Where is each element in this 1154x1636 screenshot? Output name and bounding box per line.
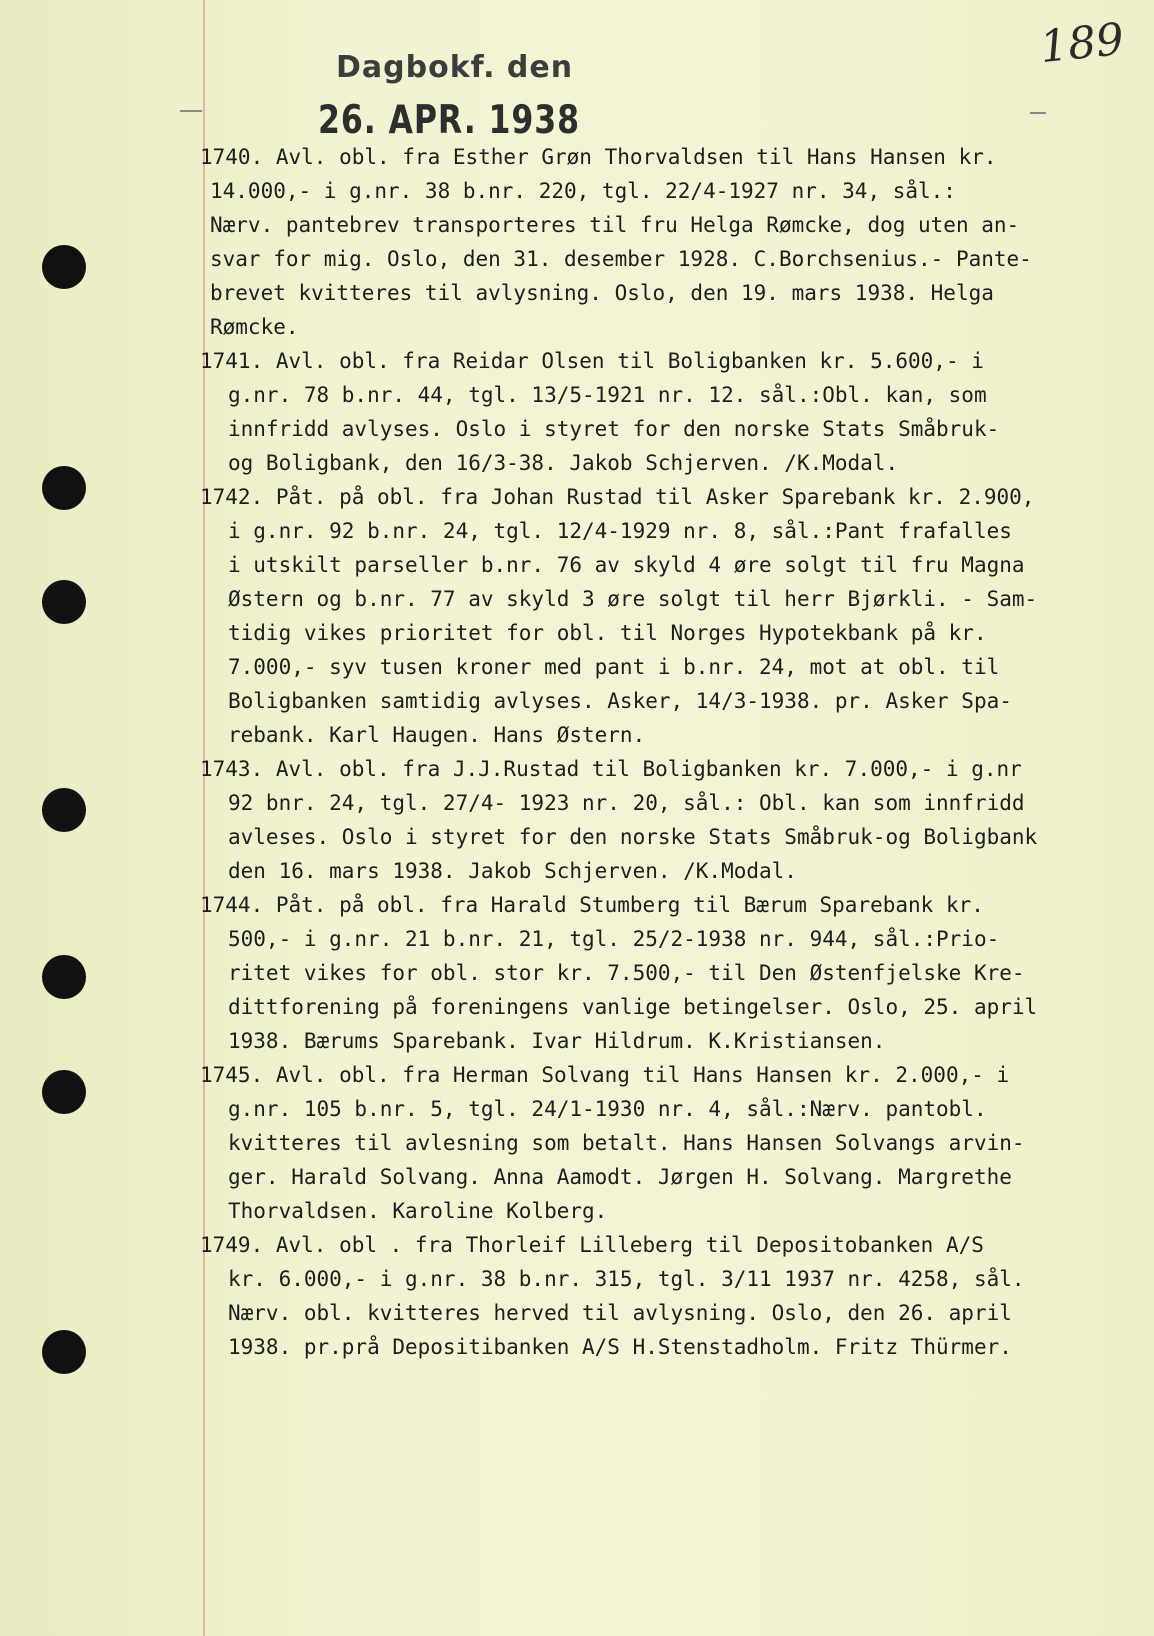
text-line: 14.000,- i g.nr. 38 b.nr. 220, tgl. 22/4-1927 nr. 34, sål.:: [210, 179, 956, 203]
text-line: rebank. Karl Haugen. Hans Østern.: [228, 723, 646, 747]
text-line: Nærv. obl. kvitteres herved til avlysning. Oslo, den 26. april: [228, 1301, 1012, 1325]
text-line: i utskilt parseller b.nr. 76 av skyld 4 øre solgt til fru Magna: [228, 553, 1025, 577]
text-line: Boligbanken samtidig avlyses. Asker, 14/3-1938. pr. Asker Spa-: [228, 689, 1012, 713]
page-number: 189: [1037, 13, 1127, 74]
margin-line: [203, 0, 205, 1636]
text-line: 1742. Påt. på obl. fra Johan Rustad til Asker Sparebank kr. 2.900,: [200, 485, 1035, 509]
rule-tick: [180, 110, 202, 112]
punch-hole: [42, 1330, 86, 1374]
punch-hole: [42, 1070, 86, 1114]
text-line: 1741. Avl. obl. fra Reidar Olsen til Boligbanken kr. 5.600,- i: [200, 349, 984, 373]
text-line: 1938. pr.prå Depositibanken A/S H.Stenstadholm. Fritz Thürmer.: [228, 1335, 1012, 1359]
punch-hole: [42, 466, 86, 510]
text-line: 1744. Påt. på obl. fra Harald Stumberg til Bærum Sparebank kr.: [200, 893, 984, 917]
text-line: og Boligbank, den 16/3-38. Jakob Schjerven. /K.Modal.: [228, 451, 899, 475]
text-line: tidig vikes prioritet for obl. til Norges Hypotekbank på kr.: [228, 621, 987, 645]
text-line: brevet kvitteres til avlysning. Oslo, den 19. mars 1938. Helga: [210, 281, 994, 305]
text-line: dittforening på foreningens vanlige betingelser. Oslo, 25. april: [228, 995, 1038, 1019]
text-line: kr. 6.000,- i g.nr. 38 b.nr. 315, tgl. 3/11 1937 nr. 4258, sål.: [228, 1267, 1025, 1291]
text-line: 92 bnr. 24, tgl. 27/4- 1923 nr. 20, sål.: Obl. kan som innfridd: [228, 791, 1025, 815]
text-line: g.nr. 105 b.nr. 5, tgl. 24/1-1930 nr. 4, sål.:Nærv. pantobl.: [228, 1097, 987, 1121]
text-line: 1938. Bærums Sparebank. Ivar Hildrum. K.Kristiansen.: [228, 1029, 886, 1053]
text-line: den 16. mars 1938. Jakob Schjerven. /K.Modal.: [228, 859, 797, 883]
text-line: ritet vikes for obl. stor kr. 7.500,- til Den Østenfjelske Kre-: [228, 961, 1025, 985]
text-line: 1743. Avl. obl. fra J.J.Rustad til Boligbanken kr. 7.000,- i g.nr: [200, 757, 1022, 781]
text-line: 500,- i g.nr. 21 b.nr. 21, tgl. 25/2-1938 nr. 944, sål.:Prio-: [228, 927, 1000, 951]
punch-hole: [42, 955, 86, 999]
text-line: avleses. Oslo i styret for den norske Stats Småbruk-og Boligbank: [228, 825, 1038, 849]
text-line: 7.000,- syv tusen kroner med pant i b.nr. 24, mot at obl. til: [228, 655, 1000, 679]
text-line: 1749. Avl. obl . fra Thorleif Lilleberg til Depositobanken A/S: [200, 1233, 984, 1257]
text-line: svar for mig. Oslo, den 31. desember 1928. C.Borchsenius.- Pante-: [210, 247, 1032, 271]
rule-tick: [1030, 112, 1046, 114]
text-line: g.nr. 78 b.nr. 44, tgl. 13/5-1921 nr. 12. sål.:Obl. kan, som: [228, 383, 987, 407]
text-line: Rømcke.: [210, 315, 299, 339]
stamp-label: Dagbokf. den: [336, 50, 574, 85]
text-line: innfridd avlyses. Oslo i styret for den norske Stats Småbruk-: [228, 417, 1000, 441]
punch-hole: [42, 580, 86, 624]
text-line: 1745. Avl. obl. fra Herman Solvang til Hans Hansen kr. 2.000,- i: [200, 1063, 1010, 1087]
text-line: Thorvaldsen. Karoline Kolberg.: [228, 1199, 608, 1223]
stamp-date: 26. APR. 1938: [318, 98, 581, 143]
text-line: Østern og b.nr. 77 av skyld 3 øre solgt til herr Bjørkli. - Sam-: [228, 587, 1038, 611]
text-line: ger. Harald Solvang. Anna Aamodt. Jørgen H. Solvang. Margrethe: [228, 1165, 1012, 1189]
punch-hole: [42, 788, 86, 832]
punch-hole: [42, 245, 86, 289]
text-line: kvitteres til avlesning som betalt. Hans Hansen Solvangs arvin-: [228, 1131, 1025, 1155]
text-line: Nærv. pantebrev transporteres til fru Helga Rømcke, dog uten an-: [210, 213, 1020, 237]
text-line: i g.nr. 92 b.nr. 24, tgl. 12/4-1929 nr. 8, sål.:Pant frafalles: [228, 519, 1012, 543]
text-line: 1740. Avl. obl. fra Esther Grøn Thorvaldsen til Hans Hansen kr.: [200, 145, 997, 169]
